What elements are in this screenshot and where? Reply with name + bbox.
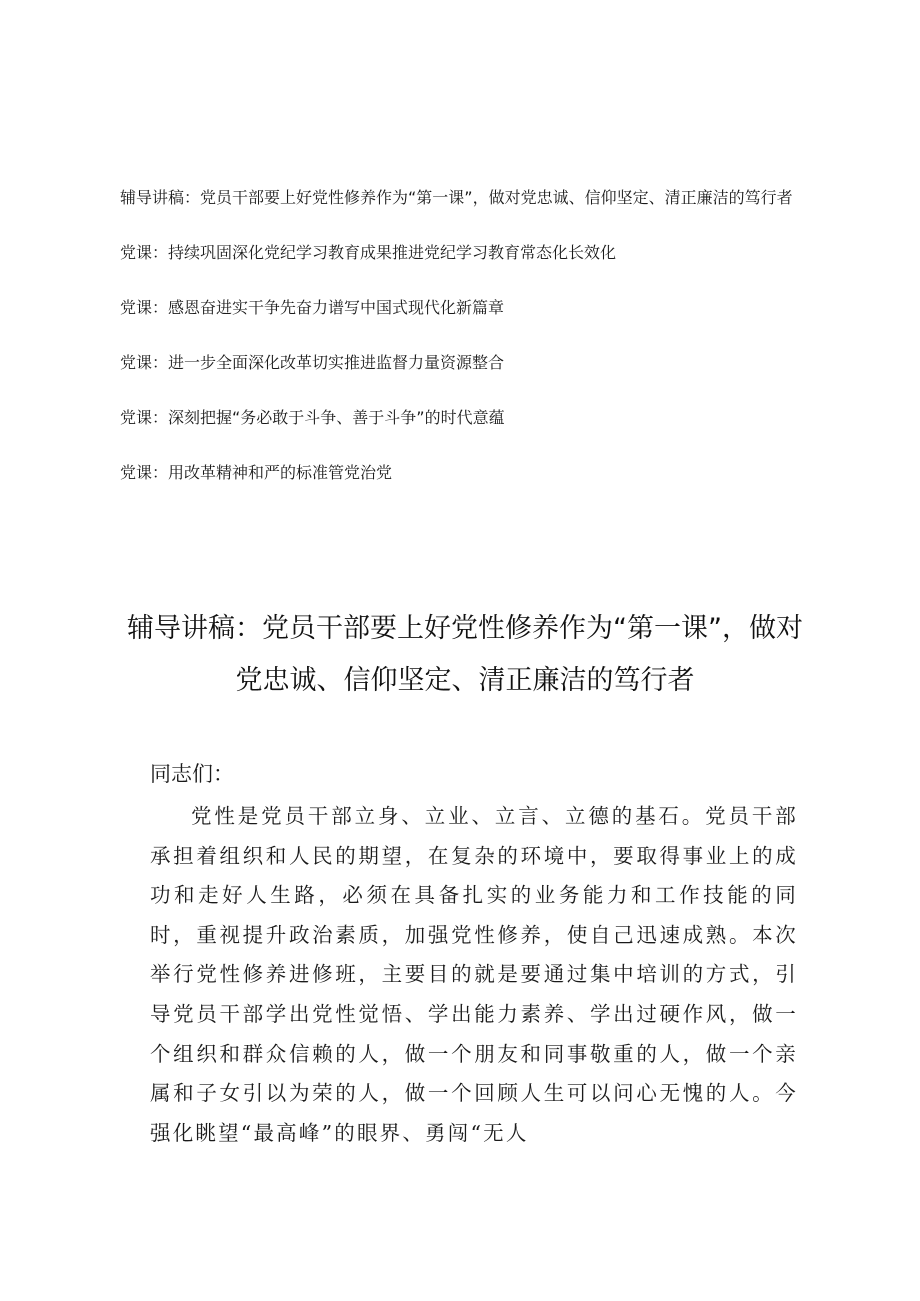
salutation: 同志们： [150,762,234,786]
body-paragraph: 党性是党员干部立身、立业、立言、立德的基石。党员干部承担着组织和人民的期望，在复杂的环境中，要取得事业上的成功和走好人生路，必须在具备扎实的业务能力和工作技能的同时，重视提升政治素质，加强党性修养，使自己迅速成熟。本次举行党性修养进修班，主要目的就是要通过集中培训的方式，引导党员干部学出党性觉悟、学出能力素养、学出过硬作风，做一个组织和群众信赖的人，做一个朋友和同事敬重的人，做一个亲属和子女引以为荣的人，做一个回顾人生可以问心无愧的人。今强化眺望“最高峰”的眼界、勇闯“无人 [150,804,798,1145]
table-of-contents [120,186,810,485]
toc-item[interactable]: 辅导讲稿：党员干部要上好党性修养作为“第一课”，做对党忠诚、信仰坚定、清正廉洁的笃行者 [120,188,793,207]
toc-item[interactable]: 党课：进一步全面深化改革切实推进监督力量资源整合 [120,353,505,372]
toc-item[interactable]: 党课：用改革精神和严的标准管党治党 [120,463,393,482]
article-title: 辅导讲稿：党员干部要上好党性修养作为“第一课”，做对党忠诚、信仰坚定、清正廉洁的笃行者 [127,613,803,696]
toc-item[interactable]: 党课：持续巩固深化党纪学习教育成果推进党纪学习教育常态化长效化 [120,243,617,262]
toc-item[interactable]: 党课：感恩奋进实干争先奋力谱写中国式现代化新篇章 [120,298,505,317]
toc-item[interactable]: 党课：深刻把握“务必敢于斗争、善于斗争”的时代意蕴 [120,408,505,427]
